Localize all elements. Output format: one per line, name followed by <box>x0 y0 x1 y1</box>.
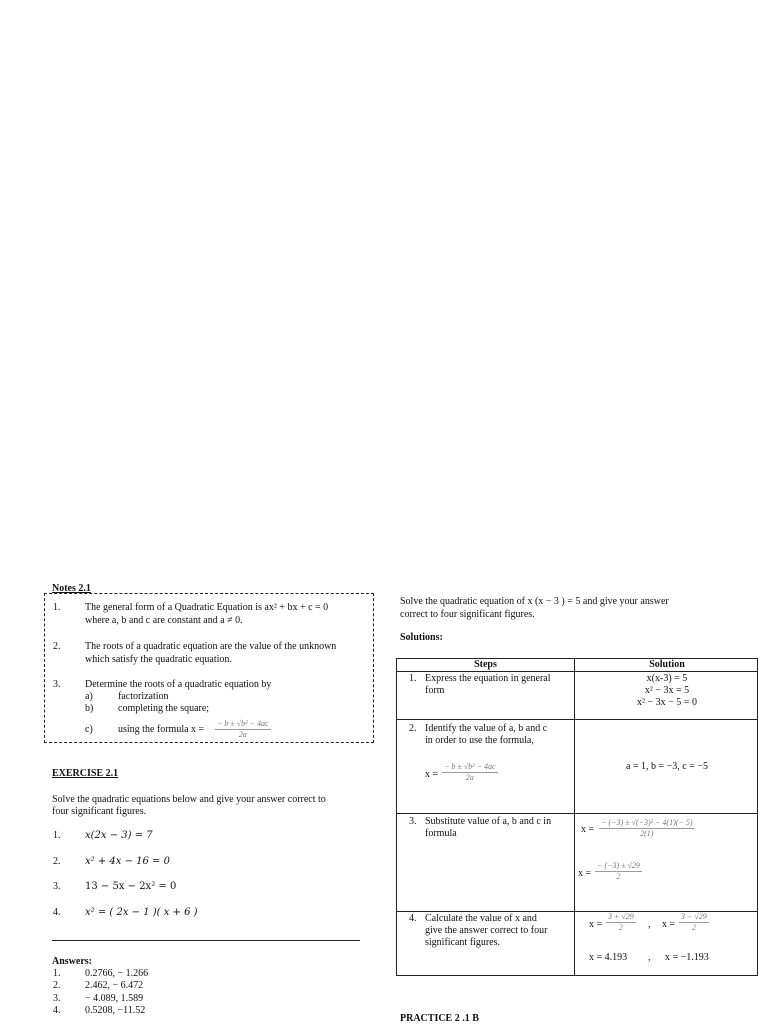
notes-item-2-num: 2. <box>53 641 61 652</box>
step-4-root-separator: , <box>648 919 651 930</box>
table-header-solution: Solution <box>649 659 685 670</box>
notes-item-1-line2: where a, b and c are constant and a ≠ 0. <box>85 615 243 626</box>
answer-3-value: − 4.089, 1.589 <box>85 993 144 1004</box>
question-2-num: 2. <box>53 856 61 867</box>
table-header-steps: Steps <box>474 659 497 670</box>
question-4-equation: x² = ( 2x − 1 )( x + 6 ) <box>85 907 198 918</box>
step-4-root2-denominator: 2 <box>691 922 696 932</box>
method-c-text: using the formula x = <box>118 724 205 735</box>
step-3-num: 3. <box>409 816 417 827</box>
step-4-root1-formula <box>606 912 636 933</box>
step-2-formula-numerator: − b ± √b² − 4ac <box>444 762 496 771</box>
step-4-root2-numerator: 3 − √29 <box>681 912 707 921</box>
formula-numerator: − b ± √b² − 4ac <box>217 719 269 728</box>
step-2-solution: a = 1, b = −3, c = −5 <box>625 761 709 772</box>
step-3-sub2-denominator: 2 <box>616 871 621 881</box>
question-1-equation: x(2x − 3) = 7 <box>85 830 153 841</box>
step-3-line1: Substitute value of a, b and c in <box>425 816 552 827</box>
step-4-result-2: x = −1.193 <box>665 952 709 963</box>
step-4-result-separator: , <box>648 952 651 963</box>
table-row-divider-2 <box>397 813 757 814</box>
step-3-substituted-formula <box>599 818 694 839</box>
example-problem-line2: correct to four significant figures. <box>400 609 535 620</box>
step-3-sub1-numerator: − (−3) ± √(−3)² − 4(1)(− 5) <box>601 818 693 827</box>
practice-title: PRACTICE 2 .1 B <box>400 1013 479 1024</box>
table-row-divider-1 <box>397 719 757 720</box>
solutions-label: Solutions: <box>400 632 443 643</box>
step-4-root2-prefix: x = <box>662 919 676 930</box>
notes-item-3-num: 3. <box>53 679 61 690</box>
steps-table <box>396 658 758 976</box>
exercise-instruction-line2: four significant figures. <box>52 806 147 817</box>
formula-denominator: 2a <box>238 729 247 739</box>
step-2-num: 2. <box>409 723 417 734</box>
step-4-result-1: x = 4.193 <box>589 952 628 963</box>
answer-4-value: 0.5208, −11.52 <box>85 1005 146 1016</box>
step-4-root2-formula <box>679 912 709 933</box>
answer-1-num: 1. <box>53 968 61 979</box>
step-2-line1: Identify the value of a, b and c <box>425 723 548 734</box>
step-3-sub2-prefix: x = <box>578 868 592 879</box>
step-1-solution-line3: x² − 3x − 5 = 0 <box>637 697 697 708</box>
example-problem-line1: Solve the quadratic equation of x (x − 3 ) = 5 and give your answer <box>400 596 669 607</box>
step-3-sub2-numerator: − (−3) ± √29 <box>597 861 640 870</box>
question-3-equation: 13 − 5x − 2x² = 0 <box>85 881 177 892</box>
step-1-solution-line2: x² − 3x = 5 <box>644 685 690 696</box>
notes-item-1-line1: The general form of a Quadratic Equation is ax² + bx + c = 0 <box>85 602 329 613</box>
step-1-solution-line1: x(x-3) = 5 <box>646 673 688 684</box>
step-2-line2: in order to use the formula, <box>425 735 534 746</box>
step-4-line3: significant figures. <box>425 937 500 948</box>
step-4-root1-prefix: x = <box>589 919 603 930</box>
step-4-num: 4. <box>409 913 417 924</box>
answers-title: Answers: <box>52 956 92 967</box>
step-2-quadratic-formula <box>442 762 498 783</box>
step-4-line2: give the answer correct to four <box>425 925 548 936</box>
step-3-sub1-prefix: x = <box>581 824 595 835</box>
step-4-root1-denominator: 2 <box>618 922 623 932</box>
notes-item-2-line2: which satisfy the quadratic equation. <box>85 654 232 665</box>
step-2-formula-prefix: x = <box>425 769 439 780</box>
step-1-line2: form <box>425 685 445 696</box>
method-c-letter: c) <box>85 724 93 735</box>
notes-item-2-line1: The roots of a quadratic equation are the value of the unknown <box>85 641 337 652</box>
answer-2-value: 2.462, − 6.472 <box>85 980 144 991</box>
question-2-equation: x² + 4x − 16 = 0 <box>85 856 170 867</box>
method-b-letter: b) <box>85 703 94 714</box>
question-1-num: 1. <box>53 830 61 841</box>
step-4-root1-numerator: 3 + √29 <box>608 912 634 921</box>
method-a-text: factorization <box>118 691 169 702</box>
answer-1-value: 0.2766, − 1.266 <box>85 968 149 979</box>
step-2-formula-denominator: 2a <box>465 772 474 782</box>
notes-item-3-line1: Determine the roots of a quadratic equation by <box>85 679 272 690</box>
question-4-num: 4. <box>53 907 61 918</box>
step-3-line2: formula <box>425 828 457 839</box>
notes-quadratic-formula <box>215 719 271 740</box>
exercise-title: EXERCISE 2.1 <box>52 768 119 779</box>
step-3-simplified-formula <box>595 861 642 882</box>
step-4-line1: Calculate the value of x and <box>425 913 537 924</box>
step-1-line1: Express the equation in general <box>425 673 551 684</box>
section-divider <box>52 940 360 941</box>
answer-3-num: 3. <box>53 993 61 1004</box>
exercise-instruction-line1: Solve the quadratic equations below and give your answer correct to <box>52 794 326 805</box>
question-3-num: 3. <box>53 881 61 892</box>
answer-4-num: 4. <box>53 1005 61 1016</box>
step-3-sub1-denominator: 2(1) <box>640 828 654 838</box>
answer-2-num: 2. <box>53 980 61 991</box>
method-b-text: completing the square; <box>118 703 210 714</box>
notes-item-1-num: 1. <box>53 602 61 613</box>
method-a-letter: a) <box>85 691 93 702</box>
step-1-num: 1. <box>409 673 417 684</box>
notes-title: Notes 2.1 <box>52 583 91 594</box>
